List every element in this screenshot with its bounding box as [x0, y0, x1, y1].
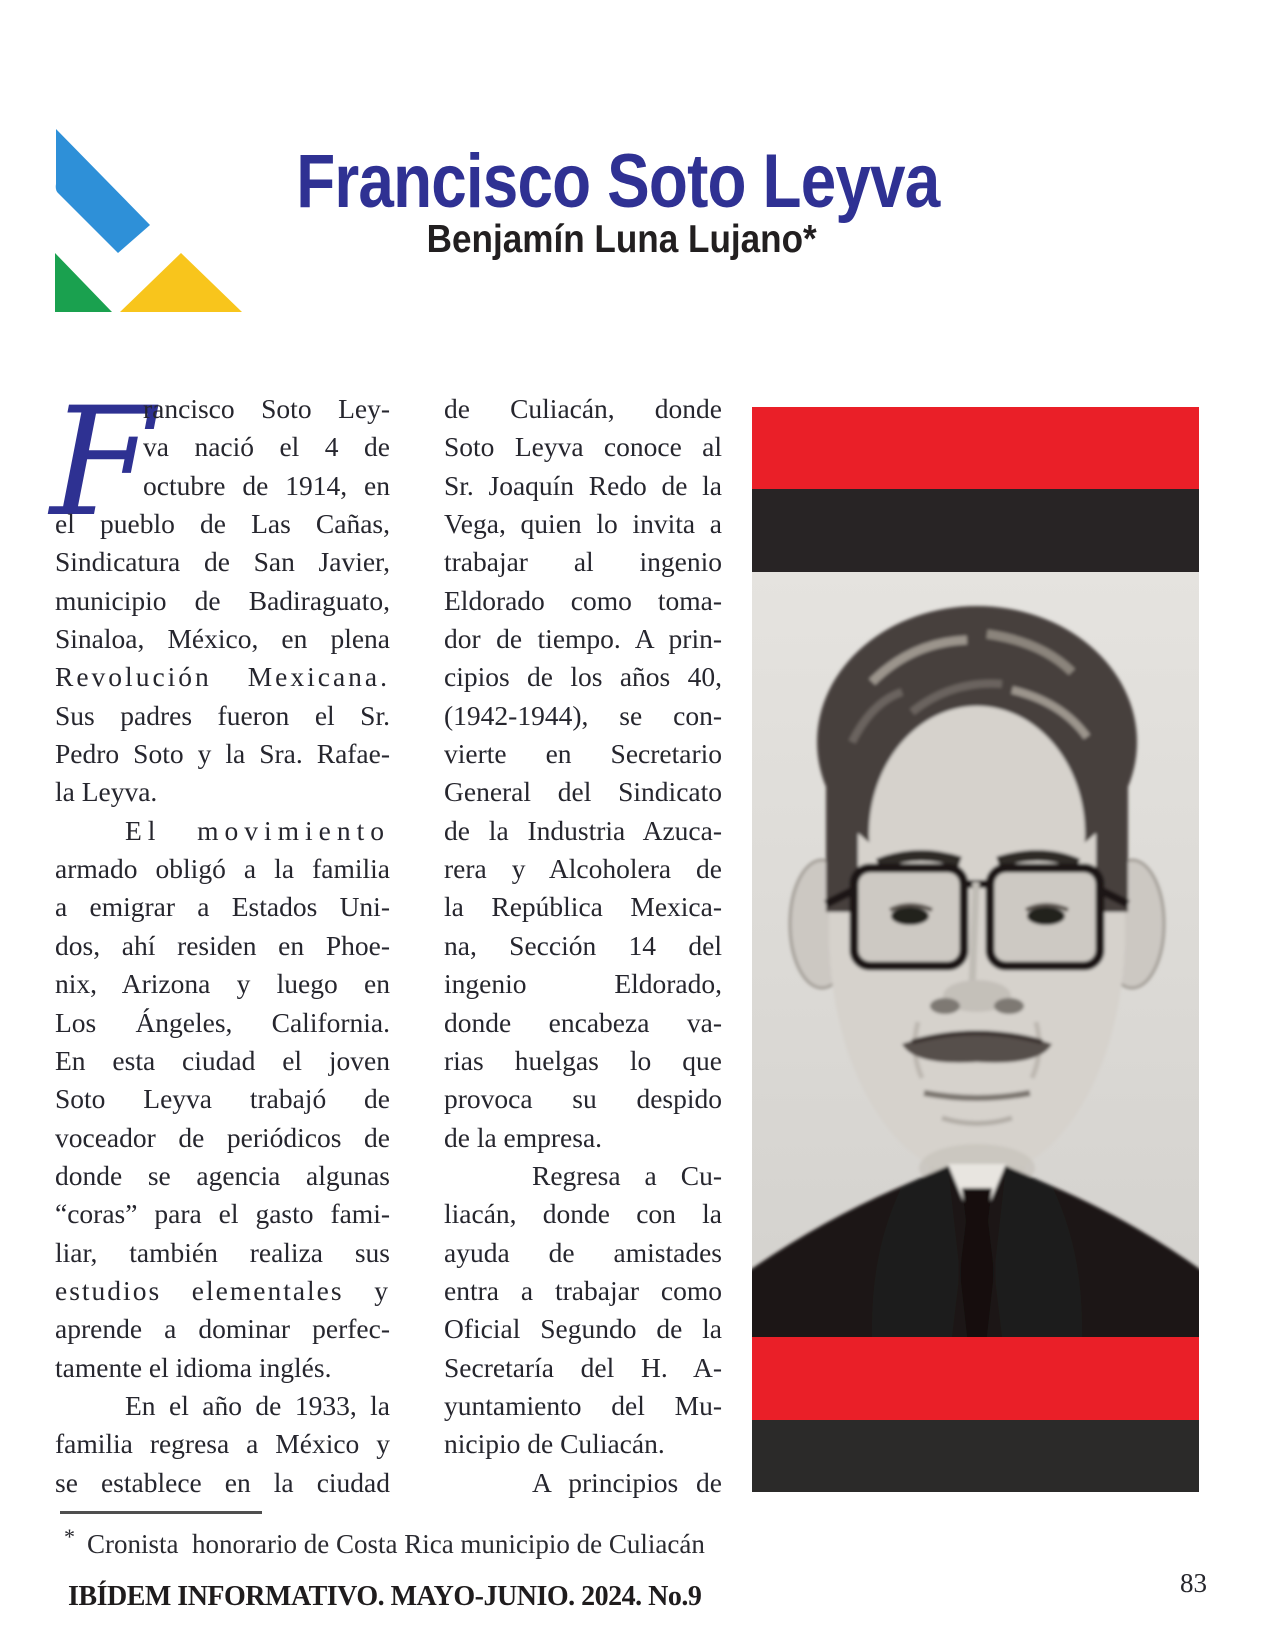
dropcap-letter: F — [50, 376, 155, 550]
text-line: tamente el idioma inglés. — [55, 1351, 332, 1383]
text-line: familia regresa a México y — [55, 1428, 390, 1460]
text-line: Pedro Soto y la Sra. Rafae- — [55, 738, 390, 770]
byline-row — [0, 218, 1259, 262]
text-line: aprende a dominar perfec- — [55, 1313, 390, 1345]
text-line: “coras” para el gasto fami- — [55, 1198, 390, 1230]
text-line: ayuda de amistades — [444, 1236, 722, 1268]
text-line: yuntamiento del Mu- — [444, 1389, 722, 1421]
text-line: de la empresa. — [444, 1121, 603, 1153]
text-line: Sinaloa, México, en plena — [55, 623, 390, 655]
text-line: nix, Arizona y luego en — [55, 968, 390, 1000]
text-line: octubre de 1914, en — [143, 469, 390, 501]
text-line: na, Sección 14 del — [444, 929, 722, 961]
text-line: vierte en Secretario — [444, 738, 722, 770]
author-byline: Benjamín Luna Lujano* — [426, 218, 817, 261]
text-line: El movimiento — [125, 814, 390, 846]
text-line: dos, ahí residen en Phoe- — [55, 929, 390, 961]
header — [0, 138, 1255, 225]
text-line: Eldorado como toma- — [444, 584, 722, 616]
text-line: voceador de periódicos de — [55, 1121, 390, 1153]
text-line: Regresa a Cu- — [532, 1159, 722, 1191]
text-line: estudios elementales y — [55, 1274, 390, 1306]
text-line: a emigrar a Estados Uni- — [55, 891, 390, 923]
text-line: liar, también realiza sus — [55, 1236, 390, 1268]
text-line: la Leyva. — [55, 776, 158, 808]
article-column-right — [444, 390, 722, 1502]
text-line: A principios de — [532, 1466, 722, 1498]
text-line: cipios de los años 40, — [444, 661, 722, 693]
footnote-rule — [60, 1511, 262, 1514]
text-line: ingenio Eldorado, — [444, 968, 722, 1000]
footnote — [64, 1524, 705, 1560]
text-line: Sus padres fueron el Sr. — [55, 699, 390, 731]
text-line: municipio de Badiraguato, — [55, 584, 390, 616]
text-line: rera y Alcoholera de — [444, 853, 722, 885]
text-line: armado obligó a la familia — [55, 853, 390, 885]
text-line: provoca su despido — [444, 1083, 722, 1115]
photo-band-red-top — [752, 407, 1199, 489]
page-title: Francisco Soto Leyva — [295, 139, 940, 224]
text-line: entra a trabajar como — [444, 1274, 722, 1306]
photo-band-black-bottom — [752, 1420, 1199, 1492]
journal-footer: IBÍDEM INFORMATIVO. MAYO-JUNIO. 2024. No.9 — [68, 1581, 702, 1612]
text-line: de la Industria Azuca- — [444, 814, 722, 846]
text-line: la República Mexica- — [444, 891, 722, 923]
text-line: Sr. Joaquín Redo de la — [444, 469, 722, 501]
text-line: de Culiacán, donde — [444, 393, 722, 424]
text-line: se establece en la ciudad — [55, 1466, 390, 1498]
text-line: nicipio de Culiacán. — [444, 1428, 665, 1460]
text-line: Secretaría del H. A- — [444, 1351, 722, 1383]
text-line: donde se agencia algunas — [55, 1159, 390, 1191]
text-line: trabajar al ingenio — [444, 546, 722, 578]
article-column-left — [55, 390, 390, 1502]
photo-band-black-top — [752, 489, 1199, 572]
text-line: Vega, quien lo invita a — [444, 508, 722, 540]
text-line: va nació el 4 de — [143, 431, 390, 463]
portrait-photo-block — [752, 407, 1199, 1492]
text-line: Los Ángeles, California. — [55, 1006, 390, 1038]
text-line: rancisco Soto Ley- — [143, 393, 390, 424]
text-line: Revolución Mexicana. — [55, 661, 390, 693]
photo-band-red-bottom — [752, 1337, 1199, 1420]
text-line: liacán, donde con la — [444, 1198, 722, 1230]
footnote-text: Cronista honorario de Costa Rica municipio de Culiacán — [87, 1529, 705, 1559]
text-line: Oficial Segundo de la — [444, 1313, 722, 1345]
text-line: Soto Leyva conoce al — [444, 431, 722, 463]
text-line: (1942-1944), se con- — [444, 699, 722, 731]
footnote-marker: * — [64, 1524, 75, 1549]
text-line: el pueblo de Las Cañas, — [55, 508, 390, 540]
text-line: En el año de 1933, la — [125, 1389, 390, 1421]
text-line: donde encabeza va- — [444, 1006, 722, 1038]
text-line: Sindicatura de San Javier, — [55, 546, 390, 578]
page-number: 83 — [1180, 1568, 1207, 1598]
text-line: Soto Leyva trabajó de — [55, 1083, 390, 1115]
text-line: General del Sindicato — [444, 776, 722, 808]
text-line: dor de tiempo. A prin- — [444, 623, 722, 655]
text-line: En esta ciudad el joven — [55, 1044, 390, 1076]
portrait-photo — [752, 572, 1199, 1337]
text-line: rias huelgas lo que — [444, 1044, 722, 1076]
